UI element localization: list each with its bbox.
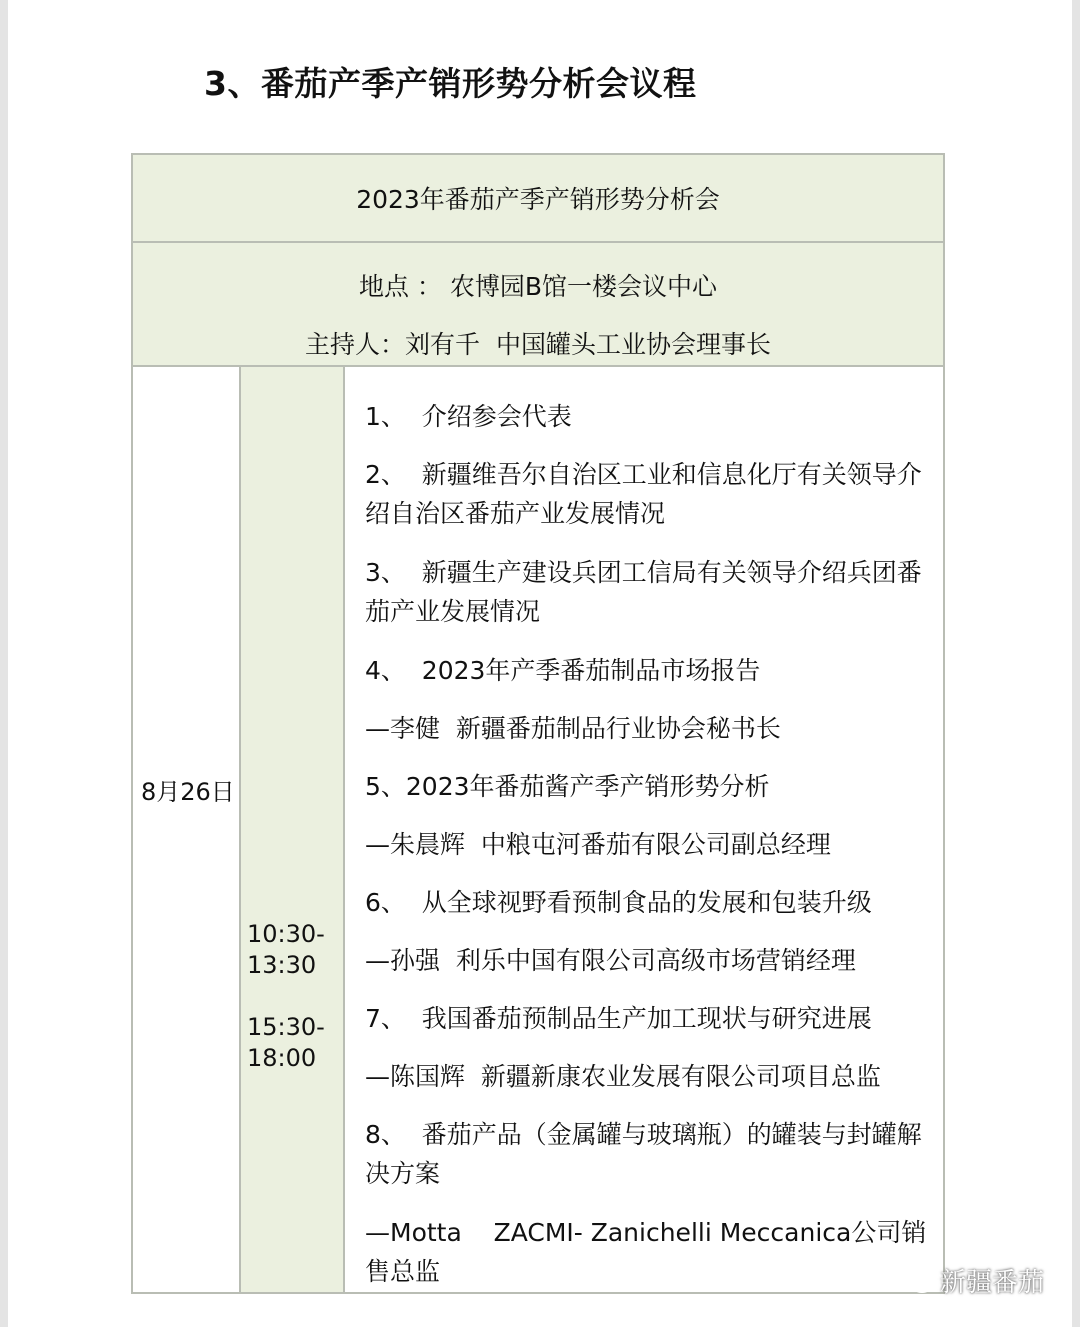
wechat-icon <box>900 1267 934 1295</box>
section-title: 3、番茄产季产销形势分析会议程 <box>204 64 697 103</box>
agenda-item: 4、 2023年产季番茄制品市场报告 <box>365 656 761 685</box>
agenda-item: 6、 从全球视野看预制食品的发展和包装升级 <box>365 888 872 917</box>
watermark-text: 新疆番茄 <box>940 1268 1045 1298</box>
agenda-title: 2023年番茄产季产销形势分析会 <box>356 185 720 214</box>
agenda-item: 7、 我国番茄预制品生产加工现状与研究进展 <box>365 1004 872 1033</box>
watermark <box>900 1262 1044 1299</box>
host-text: 主持人：刘有千 中国罐头工业协会理事长 <box>305 330 771 359</box>
agenda-item: 5、2023年番茄酱产季产销形势分析 <box>365 772 770 801</box>
agenda-speaker: —李健 新疆番茄制品行业协会秘书长 <box>365 714 781 743</box>
agenda-item: 2、 新疆维吾尔自治区工业和信息化厅有关领导介绍自治区番茄产业发展情况 <box>365 460 922 528</box>
location-text: 地点 ： 农博园B馆一楼会议中心 <box>358 272 718 301</box>
agenda-items-cell <box>345 367 943 1292</box>
agenda-title-cell <box>133 155 943 243</box>
agenda-speaker: —孙强 利乐中国有限公司高级市场营销经理 <box>365 946 856 975</box>
agenda-item: 8、 番茄产品（金属罐与玻璃瓶）的罐装与封罐解决方案 <box>365 1120 922 1188</box>
time-slot-morning: 10:30-13:30 <box>247 920 325 979</box>
date-cell <box>133 367 241 1292</box>
agenda-speaker: —陈国辉 新疆新康农业发展有限公司项目总监 <box>365 1062 881 1091</box>
page-edge-left <box>0 0 8 1327</box>
agenda-info-cell <box>133 243 943 367</box>
date-text: 8月26日 <box>141 778 235 806</box>
agenda-speaker: —Motta ZACMI- Zanichelli Meccanica公司销售总监 <box>365 1218 927 1286</box>
agenda-item: 3、 新疆生产建设兵团工信局有关领导介绍兵团番茄产业发展情况 <box>365 558 922 626</box>
time-cell <box>241 367 345 1292</box>
agenda-table <box>131 153 945 1294</box>
agenda-item: 1、 介绍参会代表 <box>365 402 572 431</box>
agenda-speaker: —朱晨辉 中粮屯河番茄有限公司副总经理 <box>365 830 831 859</box>
time-slot-afternoon: 15:30-18:00 <box>247 1013 325 1072</box>
page-edge-right <box>1072 0 1080 1327</box>
